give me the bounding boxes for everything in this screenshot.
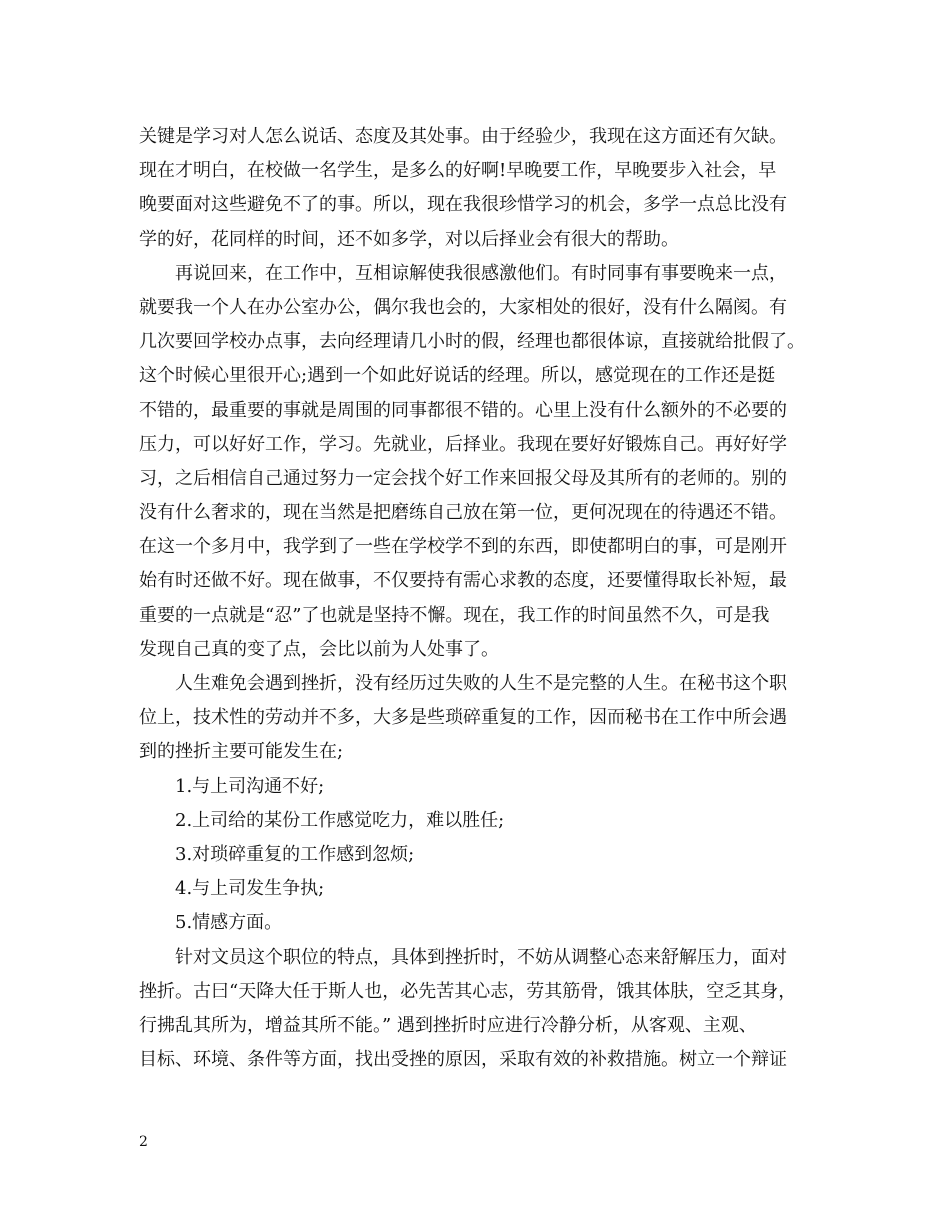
text-line: 2.上司给的某份工作感觉吃力，难以胜任; <box>175 809 505 831</box>
text-line: 挫折。古曰“天降大任于斯人也，必先苦其心志，劳其筋骨，饿其体肤，空乏其身， <box>139 980 797 1002</box>
text-line: 再说回来，在工作中，互相谅解使我很感激他们。有时同事有事要晚来一点， <box>175 262 787 284</box>
text-line: 现在才明白，在校做一名学生，是多么的好啊!早晚要工作，早晚要步入社会，早 <box>139 160 777 182</box>
paragraph <box>139 804 829 838</box>
text-line: 行拂乱其所为，增益其所不能。” 遇到挫折时应进行冷静分析，从客观、主观、 <box>139 1014 757 1036</box>
paragraph <box>139 906 829 940</box>
text-line: 到的挫折主要可能发生在; <box>139 741 344 763</box>
text-line: 习，之后相信自己通过努力一定会找个好工作来回报父母及其所有的老师的。别的 <box>139 467 787 489</box>
page-number: 2 <box>139 1134 148 1150</box>
text-line: 4.与上司发生争执; <box>175 878 325 900</box>
text-line: 压力，可以好好工作，学习。先就业，后择业。我现在要好好锻炼自己。再好好学 <box>139 433 787 455</box>
paragraph <box>139 838 829 872</box>
paragraph <box>139 120 829 257</box>
text-line: 5.情感方面。 <box>175 912 283 934</box>
text-line: 几次要回学校办点事，去向经理请几小时的假，经理也都很体谅，直接就给批假了。 <box>139 331 805 353</box>
text-line: 就要我一个人在办公室办公，偶尔我也会的，大家相处的很好，没有什么隔阂。有 <box>139 296 787 318</box>
text-line: 在这一个多月中，我学到了一些在学校学不到的东西，即使都明白的事，可是刚开 <box>139 536 787 558</box>
text-line: 不错的，最重要的事就是周围的同事都很不错的。心里上没有什么额外的不必要的 <box>139 399 787 421</box>
text-line: 学的好，花同样的时间，还不如多学，对以后择业会有很大的帮助。 <box>139 228 679 250</box>
paragraph <box>139 872 829 906</box>
text-line: 没有什么奢求的，现在当然是把磨练自己放在第一位，更何况现在的待遇还不错。 <box>139 502 787 524</box>
text-line: 重要的一点就是“忍”了也就是坚持不懈。现在，我工作的时间虽然不久，可是我 <box>139 604 770 626</box>
text-line: 1.与上司沟通不好; <box>175 775 325 797</box>
paragraph <box>139 667 829 770</box>
text-line: 发现自己真的变了点，会比以前为人处事了。 <box>139 638 499 660</box>
text-line: 关键是学习对人怎么说话、态度及其处事。由于经验少，我现在这方面还有欠缺。 <box>139 126 787 147</box>
paragraph <box>139 257 829 667</box>
text-line: 晚要面对这些避免不了的事。所以，现在我很珍惜学习的机会，多学一点总比没有 <box>139 194 787 216</box>
text-line: 这个时候心里很开心;遇到一个如此好说话的经理。所以，感觉现在的工作还是挺 <box>139 365 776 387</box>
document-body <box>139 120 829 1077</box>
paragraph <box>139 941 829 1078</box>
text-line: 针对文员这个职位的特点，具体到挫折时，不妨从调整心态来舒解压力，面对 <box>175 946 787 968</box>
text-line: 目标、环境、条件等方面，找出受挫的原因，采取有效的补救措施。树立一个辩证 <box>139 1049 787 1071</box>
text-line: 位上，技术性的劳动并不多，大多是些琐碎重复的工作，因而秘书在工作中所会遇 <box>139 707 787 729</box>
text-line: 始有时还做不好。现在做事，不仅要持有需心求教的态度，还要懂得取长补短，最 <box>139 570 787 592</box>
text-line: 3.对琐碎重复的工作感到忽烦; <box>175 843 415 865</box>
text-line: 人生难免会遇到挫折，没有经历过失败的人生不是完整的人生。在秘书这个职 <box>175 673 787 694</box>
paragraph <box>139 770 829 804</box>
